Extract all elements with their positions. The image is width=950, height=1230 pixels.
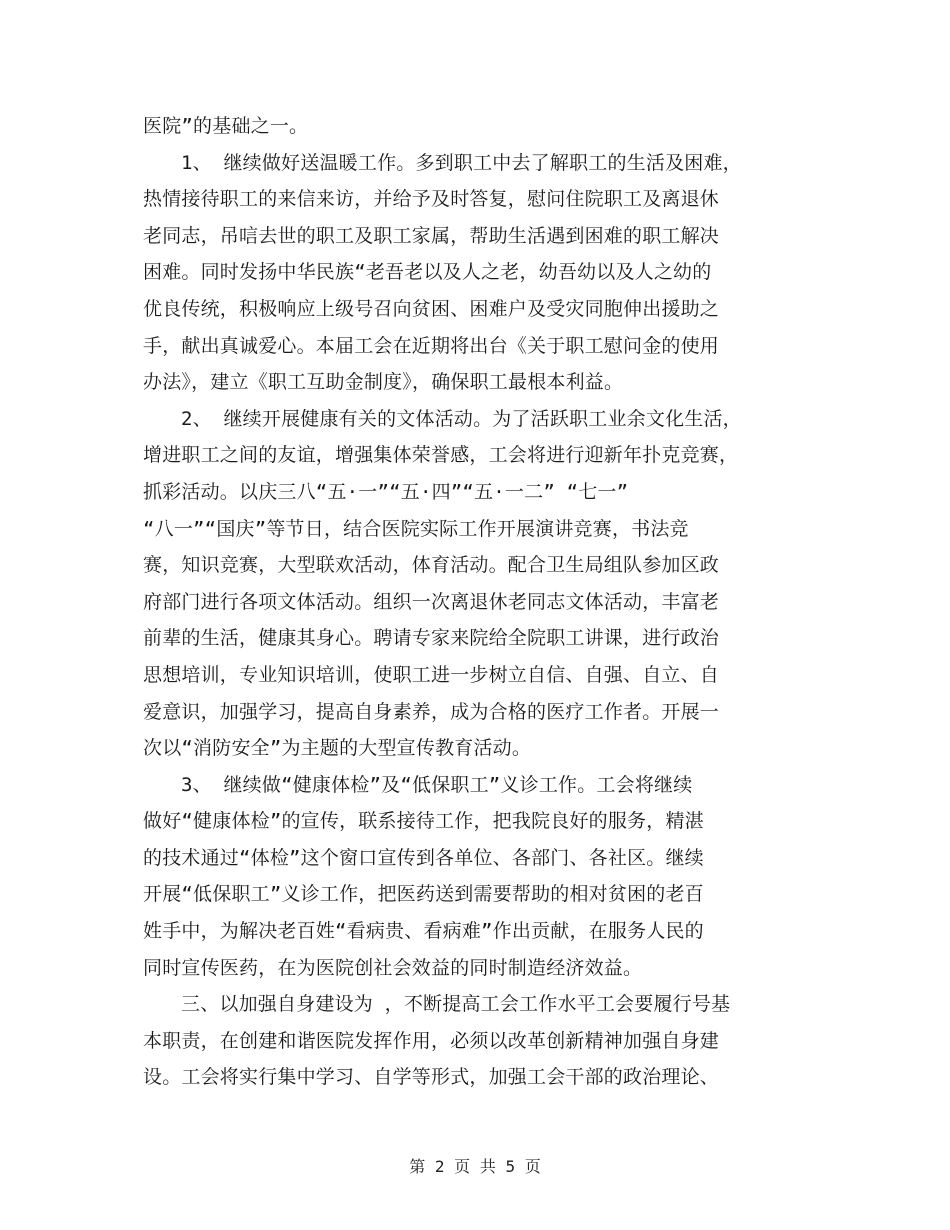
text-line: 姓手中，为解决老百姓“看病贵、看病难”作出贡献，在服务人民的	[143, 920, 704, 943]
section-three-start: 三、以加强自身建设为 ，不断提高工会工作水平工会要履行号基	[181, 993, 731, 1016]
text-line: 医院”的基础之一。	[143, 115, 309, 137]
text-line: 思想培训，专业知识培训，使职工进一步树立自信、自强、自立、自	[143, 663, 720, 686]
text-line: 手，献出真诚爱心。本届工会在近期将出台《关于职工慰问金的使用	[143, 334, 720, 357]
text-line: 前辈的生活，健康其身心。聘请专家来院给全院职工讲课，进行政治	[143, 627, 720, 650]
text-line: “八一”“国庆”等节日，结合医院实际工作开展演讲竞赛，书法竞	[143, 517, 689, 540]
text-line: 办法》，建立《职工互助金制度》，确保职工最根本利益。	[143, 371, 624, 394]
text-line: 同时宣传医药，在为医院创社会效益的同时制造经济效益。	[143, 956, 643, 979]
text-line: 设。工会将实行集中学习、自学等形式，加强工会干部的政治理论、	[143, 1066, 720, 1089]
paragraph-item-1-start: 1、 继续做好送温暖工作。多到职工中去了解职工的生活及困难，	[181, 151, 742, 174]
document-body	[143, 108, 823, 1096]
paragraph-item-3-start: 3、 继续做“健康体检”及“低保职工”义诊工作。工会将继续	[181, 773, 693, 796]
text-line: 开展“低保职工”义诊工作，把医药送到需要帮助的相对贫困的老百	[143, 883, 704, 906]
text-line: 次以“消防安全”为主题的大型宣传教育活动。	[143, 737, 532, 760]
text-line: 本职责，在创建和谐医院发挥作用，必须以改革创新精神加强自身建	[143, 1029, 720, 1052]
text-line: 赛，知识竞赛，大型联欢活动，体育活动。配合卫生局组队参加区政	[143, 554, 720, 577]
text-line: 增进职工之间的友谊，增强集体荣誉感，工会将进行迎新年扑克竞赛，	[143, 444, 739, 467]
text-line: 热情接待职工的来信来访，并给予及时答复，慰问住院职工及离退休	[143, 188, 720, 211]
text-line: 老同志，吊唁去世的职工及职工家属，帮助生活遇到困难的职工解决	[143, 224, 720, 247]
text-line: 爱意识，加强学习，提高自身素养，成为合格的医疗工作者。开展一	[143, 700, 720, 723]
paragraph-item-2-start: 2、 继续开展健康有关的文体活动。为了活跃职工业余文化生活，	[181, 407, 742, 430]
text-line: 的技术通过“体检”这个窗口宣传到各单位、各部门、各社区。继续	[143, 846, 704, 869]
text-line: 府部门进行各项文体活动。组织一次离退休老同志文体活动，丰富老	[143, 590, 720, 613]
text-line: 优良传统，积极响应上级号召向贫困、困难户及受灾同胞伸出援助之	[143, 297, 720, 320]
text-line: 困难。同时发扬中华民族“老吾老以及人之老，幼吾幼以及人之幼的	[143, 261, 712, 284]
text-line: 做好“健康体检”的宣传，联系接待工作，把我院良好的服务，精湛	[143, 810, 704, 833]
page-number-footer: 第 2 页 共 5 页	[409, 1157, 541, 1176]
text-line: 抓彩活动。以庆三八“五·一”“五·四”“五·一二” “七一”	[143, 480, 629, 503]
